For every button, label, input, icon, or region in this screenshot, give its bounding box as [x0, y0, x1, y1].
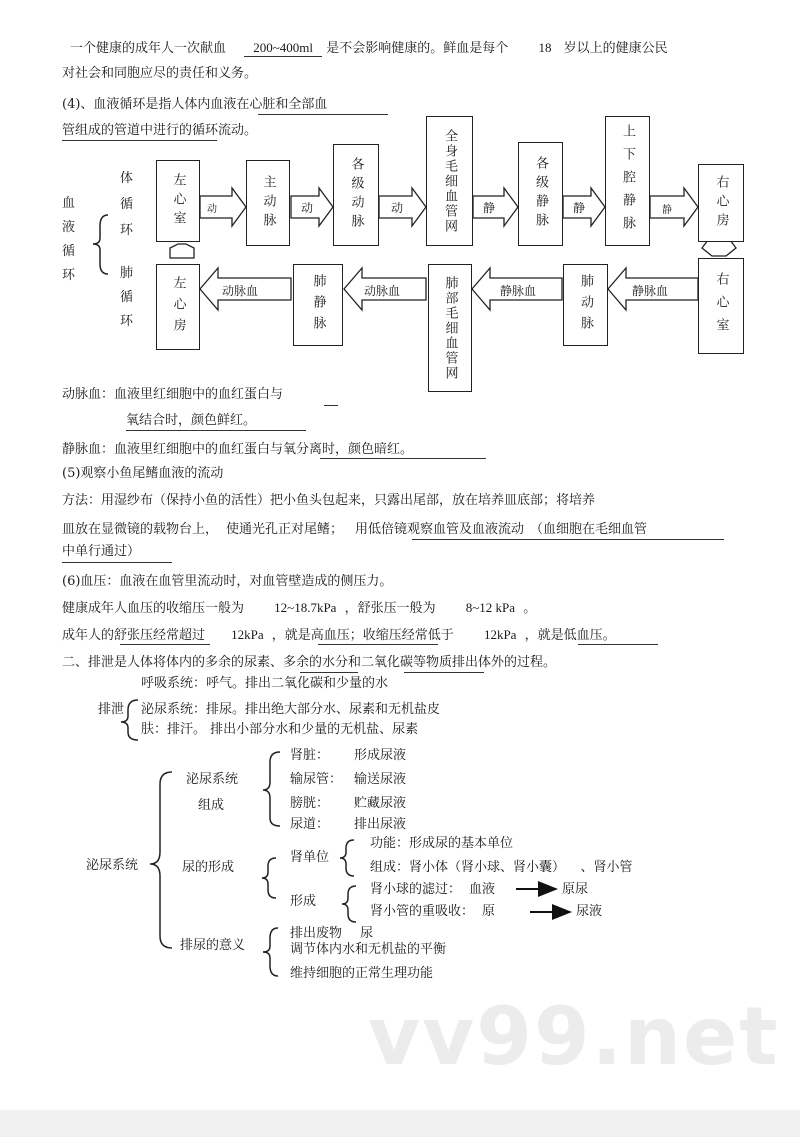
arrow-top-4	[473, 188, 518, 226]
meaning-brace	[263, 928, 278, 976]
underline	[120, 644, 210, 645]
arrow-label: 静	[483, 201, 496, 215]
circulation-brace	[93, 215, 108, 274]
nephron-composition: 组成：肾小体（肾小球、肾小囊） 、肾小管	[370, 860, 633, 875]
circulation-def-line-2: 管组成的管道中进行的循环流动。	[62, 123, 258, 138]
underline	[320, 458, 486, 459]
arrow-up-left	[170, 244, 194, 258]
observe-method-line-1: 方法：用湿纱布（保持小鱼的活性）把小鱼头包起来，只露出尾部，放在培养皿底部；将培养	[62, 493, 596, 508]
box-lung-capillaries: 肺部毛细血管网	[428, 264, 472, 392]
underline	[412, 539, 724, 540]
circulation-def-line-1: (4)、血液循环是指人体内血液在心脏和全部血	[62, 97, 328, 112]
nephron-label: 肾单位	[290, 850, 330, 865]
arrow-label: 静脉血	[632, 284, 669, 298]
excretion-item: 呼吸系统：呼气。排出二氧化碳和少量的水	[141, 676, 389, 691]
arrow-label: 静	[573, 201, 586, 215]
box-aorta: 主动脉	[246, 160, 290, 246]
composition-label: 组成	[198, 798, 225, 813]
arrow-label: 动	[207, 204, 217, 215]
arrow-label: 动	[301, 201, 314, 215]
arrow-label: 动脉血	[364, 284, 401, 298]
underline	[404, 672, 484, 673]
observe-method-line-2: 皿放在显微镜的载物台上， 使通光孔正对尾鳍； 用低倍镜观察血管及血液流动 （血细胞在毛细血管	[62, 522, 648, 537]
composition-brace	[263, 752, 280, 826]
filtration-result: 原尿	[562, 882, 589, 897]
box-pulmonary-artery: 肺动脉	[563, 264, 608, 346]
reabsorption-row: 肾小管的重吸收： 原	[370, 904, 496, 919]
organ-row: 肾脏： 形成尿液	[290, 748, 407, 763]
donation-volume: 200~400ml	[244, 40, 322, 57]
excretion-item: 肤：排汗。 排出小部分水和少量的无机盐、尿素	[141, 722, 419, 737]
forming-label: 形成	[290, 894, 317, 909]
box-vena-cava: 上下腔静脉	[605, 116, 650, 246]
box-left-ventricle: 左心室	[156, 160, 200, 242]
observe-title: (5)观察小鱼尾鳍血液的流动	[62, 466, 224, 481]
composition-label: 泌尿系统	[186, 772, 239, 787]
arrow-label: 动	[391, 201, 404, 215]
watermark: vv99.net	[368, 990, 780, 1083]
donation-line-2: 对社会和同胞应尽的责任和义务。	[62, 66, 258, 81]
meaning-item: 维持细胞的正常生理功能	[290, 966, 434, 981]
page-bottom-bar	[0, 1110, 800, 1137]
box-pulmonary-vein: 肺静脉	[293, 264, 343, 346]
arrow-label: 静	[662, 205, 672, 216]
nephron-function: 功能：形成尿的基本单位	[370, 836, 514, 851]
donation-line-1: 一个健康的成年人一次献血 200~400ml 是不会影响健康的。鲜血是每个 18 岁以上的健康公民	[70, 40, 668, 56]
arrow-label: 静脉血	[500, 284, 537, 298]
box-body-capillaries: 全身毛细血管网	[426, 116, 473, 246]
meaning-label: 排尿的意义	[180, 938, 246, 953]
formation-label: 尿的形成	[182, 860, 235, 875]
forming-brace	[342, 886, 356, 922]
excretion-def: 二、排泄是人体将体内的多余的尿素、多余的水分和二氧化碳等物质排出体外的过程。	[62, 655, 557, 670]
arterial-blood-line-1: 动脉血：血液里红细胞中的血红蛋白与	[62, 387, 284, 402]
arterial-blood-line-2: 氧结合时，颜色鲜红。	[126, 413, 257, 428]
formation-brace	[262, 858, 276, 898]
pressure-normal: 健康成年人血压的收缩压一般为 12~18.7kPa ，舒张压一般为 8~12 kPa 。	[62, 600, 537, 616]
systemic-label: 体 循 环	[120, 171, 134, 238]
meaning-item: 排出废物 尿	[290, 926, 374, 941]
filtration-row: 肾小球的滤过： 血液	[370, 882, 496, 897]
underline	[318, 644, 438, 645]
underline	[62, 562, 172, 563]
underline	[324, 405, 338, 406]
pressure-abnormal: 成年人的舒张压经常超过 12kPa ，就是高血压；收缩压经常低于 12kPa ，就是低血压。	[62, 627, 616, 643]
circulation-side-label: 血 液 循 环	[62, 196, 76, 283]
arrow-top-6	[650, 188, 698, 226]
urinary-root-label: 泌尿系统	[86, 858, 139, 873]
underline	[300, 672, 358, 673]
underline	[578, 644, 658, 645]
box-arteries: 各级动脉	[333, 144, 379, 246]
venous-blood-line: 静脉血：血液里红细胞中的血红蛋白与氧分离时，颜色暗红。	[62, 442, 414, 457]
nephron-brace	[340, 840, 354, 876]
reabsorption-result: 尿液	[576, 904, 603, 919]
pulmonary-label: 肺 循 环	[120, 266, 134, 329]
organ-row: 输尿管： 输送尿液	[290, 772, 407, 787]
pressure-def: (6)血压：血液在血管里流动时，对血管壁造成的侧压力。	[62, 574, 393, 589]
box-veins: 各级静脉	[518, 142, 563, 246]
arrow-label: 动脉血	[222, 284, 259, 298]
excretion-item: 泌尿系统：排尿。排出绝大部分水、尿素和无机盐皮	[141, 702, 441, 717]
box-right-ventricle: 右心室	[698, 258, 744, 354]
arrow-down-right	[702, 240, 736, 256]
urinary-root-brace	[150, 772, 172, 948]
meaning-item: 调节体内水和无机盐的平衡	[290, 942, 447, 957]
box-right-atrium: 右心房	[698, 164, 744, 242]
underline	[126, 430, 306, 431]
organ-row: 尿道： 排出尿液	[290, 817, 407, 832]
excretion-label: 排泄	[98, 702, 125, 717]
organ-row: 膀胱： 贮藏尿液	[290, 796, 407, 811]
observe-method-line-3: 中单行通过）	[62, 544, 141, 559]
box-left-atrium: 左心房	[156, 264, 200, 350]
